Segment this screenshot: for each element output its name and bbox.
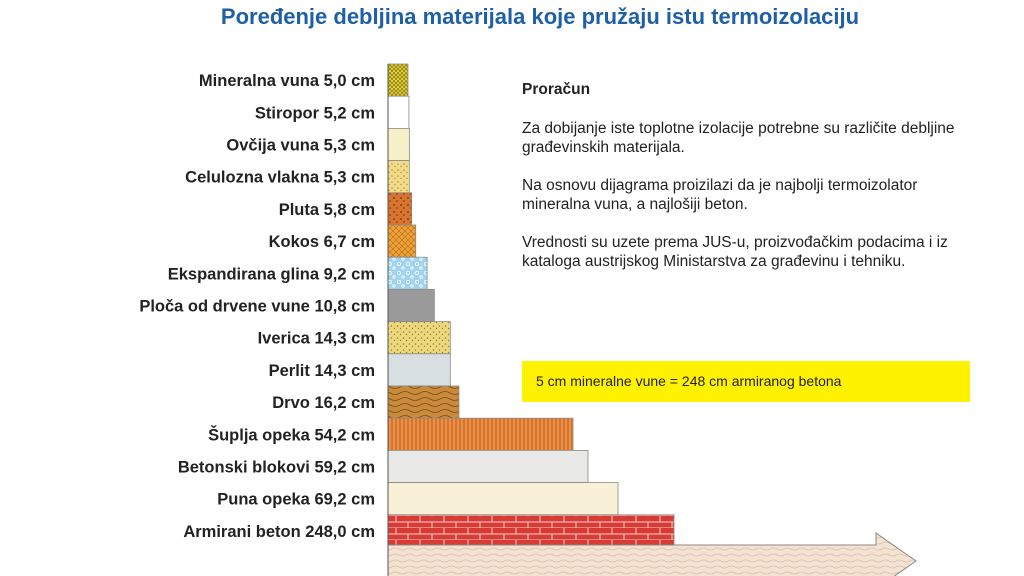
bar-label-12: Šuplja opeka 54,2 cm (208, 426, 375, 445)
calculation-paragraph-2: Na osnovu dijagrama proizilazi da je najbolji termoizolator mineralna vuna, a najlošiji beton. (522, 177, 918, 213)
bar-1 (388, 64, 408, 96)
calculation-heading: Proračun (522, 81, 591, 98)
bar-12 (388, 418, 573, 450)
bar-8 (388, 289, 434, 321)
calculation-paragraph-1: Za dobijanje iste toplotne izolacije potrebne su različite debljine građevinskih materijala. (522, 120, 955, 156)
bar-label-11: Drvo 16,2 cm (272, 394, 375, 413)
bar-7 (388, 257, 427, 289)
bar-label-5: Pluta 5,8 cm (278, 200, 375, 219)
bar-label-14: Puna opeka 69,2 cm (217, 490, 375, 509)
bar-3 (388, 128, 409, 160)
calculation-paragraph-3: Vrednosti su uzete prema JUS-u, proizvođačkim podacima i iz kataloga austrijskog Ministarstva za građevinu i tehniku. (522, 234, 948, 270)
chart-title: Poređenje debljina materijala koje pružaju istu termoizolaciju (220, 4, 860, 29)
comparison-highlight: 5 cm mineralne vune = 248 cm armiranog betona (522, 361, 970, 402)
bar-label-8: Ploča od drvene vune 10,8 cm (139, 297, 375, 316)
bar-label-3: Ovčija vuna 5,3 cm (226, 136, 375, 155)
bar-10 (388, 354, 450, 386)
bar-label-4: Celulozna vlakna 5,3 cm (185, 168, 375, 187)
bar-label-9: Iverica 14,3 cm (257, 329, 375, 348)
bar-5 (388, 193, 412, 225)
bar-label-15: Armirani beton 248,0 cm (183, 522, 375, 541)
bar-label-1: Mineralna vuna 5,0 cm (198, 72, 375, 91)
bar-4 (388, 161, 409, 193)
bar-6 (388, 225, 416, 257)
bar-label-10: Perlit 14,3 cm (268, 361, 375, 380)
bar-11 (388, 386, 459, 418)
bar-13 (388, 450, 588, 482)
calculation-panel (522, 80, 962, 290)
bar-9 (388, 322, 450, 354)
bar-label-6: Kokos 6,7 cm (268, 233, 375, 252)
bar-label-7: Ekspandirana glina 9,2 cm (167, 265, 375, 284)
bar-2 (388, 96, 409, 128)
bar-15 (388, 515, 674, 547)
bar-label-2: Stiropor 5,2 cm (254, 104, 375, 123)
bar-14 (388, 483, 618, 515)
bar-label-13: Betonski blokovi 59,2 cm (177, 458, 375, 477)
